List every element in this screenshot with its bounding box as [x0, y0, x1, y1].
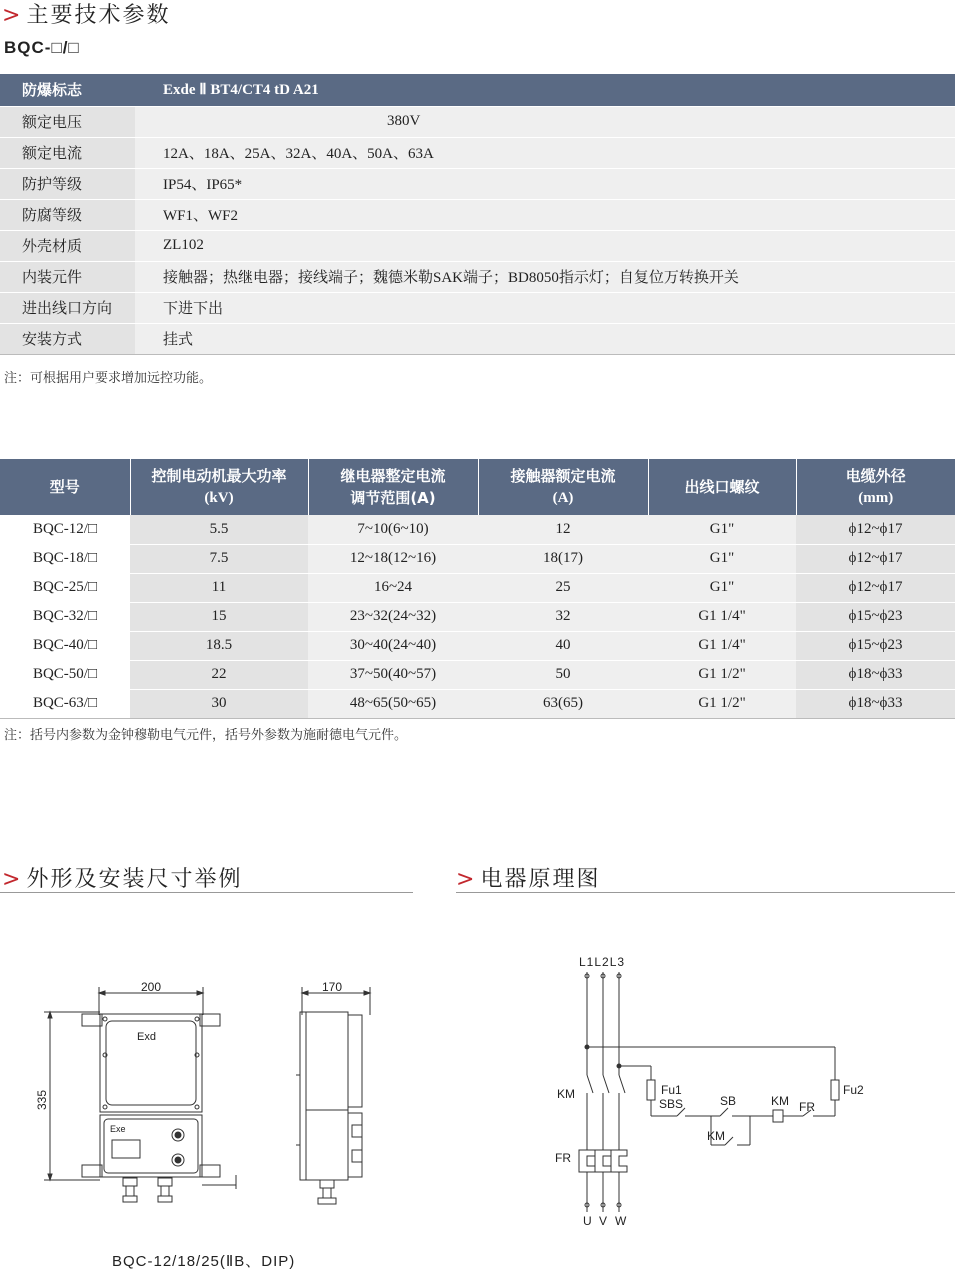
model-row — [0, 544, 955, 573]
section-title-specs — [2, 0, 170, 29]
spec-value: WF1、WF2 — [135, 199, 955, 230]
model-table-header — [0, 459, 955, 515]
exd-label: Exd — [137, 1031, 156, 1043]
spec-row — [0, 292, 955, 323]
depth-label: 170 — [321, 980, 343, 994]
spec-value: ZL102 — [135, 230, 955, 261]
section-title-text: 外形及安装尺寸举例 — [26, 867, 243, 892]
mount-ear — [82, 1165, 102, 1177]
mount-ear — [82, 1014, 102, 1026]
spec-value: 380V — [135, 106, 955, 137]
model-value-cell: 15 — [130, 602, 308, 631]
exd-enclosure — [100, 1014, 202, 1112]
model-value-cell: 40 — [478, 631, 648, 660]
model-value-cell: 16~24 — [308, 573, 478, 602]
model-value-cell: ϕ12~ϕ17 — [796, 544, 955, 573]
model-name-cell: BQC-63/□ — [0, 689, 130, 718]
width-label: 200 — [140, 980, 162, 994]
fu2-label: Fu2 — [843, 1083, 864, 1097]
model-value-cell: 7~10(6~10) — [308, 515, 478, 544]
model-value-cell: 30~40(24~40) — [308, 631, 478, 660]
spec-row — [0, 323, 955, 354]
fu1-label: Fu1 — [661, 1083, 682, 1097]
model-value-cell: 23~32(24~32) — [308, 602, 478, 631]
model-row — [0, 689, 955, 718]
model-value-cell: 12 — [478, 515, 648, 544]
spec-key: 进出线口方向 — [0, 292, 135, 323]
sbs-label: SBS — [659, 1097, 684, 1111]
model-value-cell: 48~65(50~65) — [308, 689, 478, 718]
col-header: 电缆外径 (mm) — [796, 459, 955, 515]
model-name-cell: BQC-50/□ — [0, 660, 130, 689]
model-value-cell: ϕ15~ϕ23 — [796, 602, 955, 631]
model-value-cell: G1 1/2" — [648, 689, 796, 718]
model-note: 注：括号内参数为金钟穆勒电气元件，括号外参数为施耐德电气元件。 — [4, 728, 408, 743]
model-value-cell: G1 1/2" — [648, 660, 796, 689]
model-value-cell: 11 — [130, 573, 308, 602]
model-row — [0, 631, 955, 660]
spec-key: 防腐等级 — [0, 199, 135, 230]
km-main-label: KM — [557, 1087, 575, 1101]
mount-ear — [200, 1165, 220, 1177]
model-value-cell: 25 — [478, 573, 648, 602]
model-value-cell: 18(17) — [478, 544, 648, 573]
spec-value: 接触器；热继电器；接线端子；魏德米勒SAK端子；BD8050指示灯；自复位万转换开关 — [135, 261, 955, 292]
fuse-fu2 — [831, 1080, 839, 1100]
model-value-cell: G1" — [648, 515, 796, 544]
section-title-text: 主要技术参数 — [26, 3, 171, 28]
spec-row — [0, 168, 955, 199]
chevron-right-icon: > — [2, 867, 23, 892]
model-value-cell: G1 1/4" — [648, 631, 796, 660]
model-value-cell: 5.5 — [130, 515, 308, 544]
spec-key: 外壳材质 — [0, 230, 135, 261]
spec-table-header — [0, 74, 955, 106]
model-name-cell: BQC-25/□ — [0, 573, 130, 602]
col-header: 型号 — [0, 459, 130, 515]
spec-row — [0, 106, 955, 137]
circuit-schematic — [545, 950, 875, 1230]
fuse-fu1 — [647, 1080, 655, 1100]
spec-row — [0, 199, 955, 230]
sb-label: SB — [720, 1094, 737, 1108]
model-value-cell: 37~50(40~57) — [308, 660, 478, 689]
model-name-cell: BQC-32/□ — [0, 602, 130, 631]
section-title-dimensions — [2, 862, 242, 893]
model-value-cell: 32 — [478, 602, 648, 631]
model-row — [0, 573, 955, 602]
exe-label: Exe — [110, 1124, 126, 1134]
spec-key: 额定电压 — [0, 106, 135, 137]
model-name-cell: BQC-12/□ — [0, 515, 130, 544]
chevron-right-icon: > — [456, 867, 477, 892]
spec-value: IP54、IP65* — [135, 168, 955, 199]
col-header: 出线口螺纹 — [648, 459, 796, 515]
output-w: W — [615, 1214, 627, 1228]
model-value-cell: ϕ18~ϕ33 — [796, 689, 955, 718]
spec-value: Exde Ⅱ BT4/CT4 tD A21 — [135, 74, 955, 106]
model-row — [0, 602, 955, 631]
spec-row — [0, 137, 955, 168]
spec-key: 内装元件 — [0, 261, 135, 292]
section-divider — [456, 892, 955, 893]
model-name-cell: BQC-18/□ — [0, 544, 130, 573]
side-mount-plate — [300, 1012, 306, 1180]
model-value-cell: 50 — [478, 660, 648, 689]
side-view-upper — [306, 1012, 348, 1110]
spec-table — [0, 74, 955, 355]
spec-key: 安装方式 — [0, 323, 135, 354]
drawing-caption: BQC-12/18/25(ⅡB、DIP) — [112, 1253, 296, 1270]
model-value-cell: ϕ18~ϕ33 — [796, 660, 955, 689]
model-value-cell: ϕ12~ϕ17 — [796, 515, 955, 544]
spec-row — [0, 261, 955, 292]
spec-value: 挂式 — [135, 323, 955, 354]
spec-value: 12A、18A、25A、32A、40A、50A、63A — [135, 137, 955, 168]
model-value-cell: G1" — [648, 573, 796, 602]
model-value-cell: 63(65) — [478, 689, 648, 718]
model-value-cell: G1" — [648, 544, 796, 573]
dimension-drawing — [30, 975, 420, 1225]
model-row — [0, 515, 955, 544]
height-label: 335 — [35, 1089, 49, 1111]
spec-note: 注：可根据用户要求增加远控功能。 — [4, 371, 213, 386]
km-coil-label: KM — [771, 1094, 789, 1108]
phase-labels: L1L2L3 — [579, 955, 626, 969]
chevron-right-icon: > — [2, 3, 23, 28]
model-value-cell: 7.5 — [130, 544, 308, 573]
side-view-lower — [306, 1110, 348, 1180]
spec-value: 下进下出 — [135, 292, 955, 323]
model-value-cell: ϕ15~ϕ23 — [796, 631, 955, 660]
model-table-body — [0, 515, 955, 718]
km-coil — [773, 1110, 783, 1122]
model-table — [0, 459, 955, 719]
col-header: 控制电动机最大功率 (kV) — [130, 459, 308, 515]
section-title-schematic — [456, 862, 600, 893]
fr-contact-label: FR — [799, 1100, 815, 1114]
km-aux-label: KM — [707, 1129, 725, 1143]
fr-main-label: FR — [555, 1151, 571, 1165]
output-u: U — [583, 1214, 592, 1228]
spec-key: 防爆标志 — [0, 74, 135, 106]
col-header: 接触器额定电流 (A) — [478, 459, 648, 515]
section-divider — [0, 892, 413, 893]
model-value-cell: ϕ12~ϕ17 — [796, 573, 955, 602]
model-value-cell: G1 1/4" — [648, 602, 796, 631]
spec-key: 额定电流 — [0, 137, 135, 168]
model-value-cell: 18.5 — [130, 631, 308, 660]
spec-row — [0, 230, 955, 261]
model-value-cell: 30 — [130, 689, 308, 718]
model-row — [0, 660, 955, 689]
model-name-cell: BQC-40/□ — [0, 631, 130, 660]
model-value-cell: 12~18(12~16) — [308, 544, 478, 573]
col-header: 继电器整定电流 调节范围(A) — [308, 459, 478, 515]
model-code: BQC-□/□ — [4, 38, 80, 57]
spec-key: 防护等级 — [0, 168, 135, 199]
mount-ear — [200, 1014, 220, 1026]
output-v: V — [599, 1214, 608, 1228]
model-value-cell: 22 — [130, 660, 308, 689]
section-title-text: 电器原理图 — [480, 867, 601, 892]
